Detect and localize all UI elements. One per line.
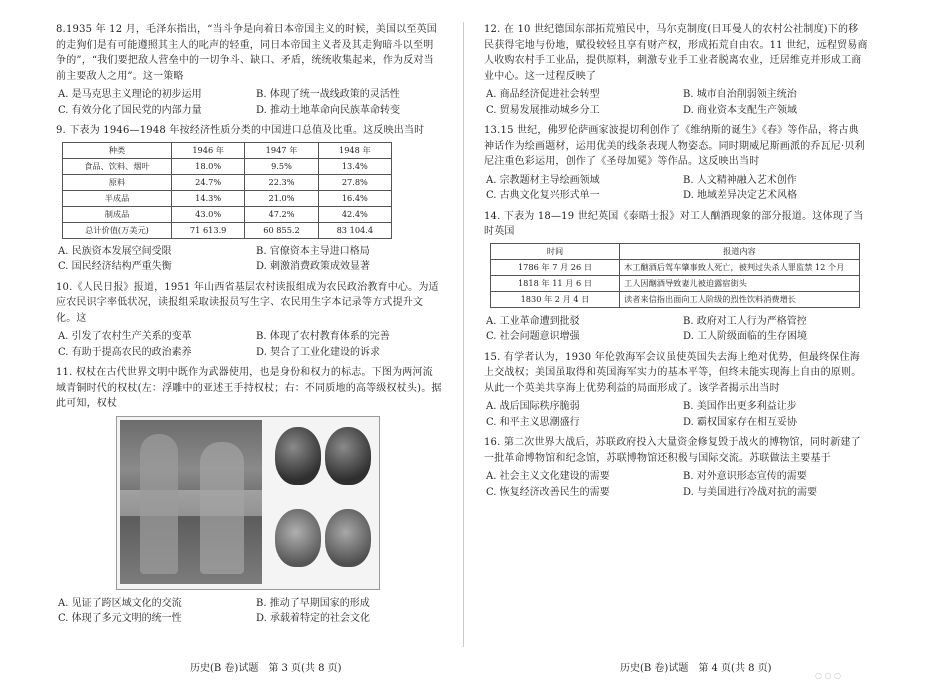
table-header-row — [63, 142, 392, 158]
mace-head-image — [325, 427, 371, 485]
option-b[interactable]: B. 官僚资本主导进口格局 — [256, 245, 370, 257]
option-a[interactable]: A. 工业革命遭到批驳 — [486, 315, 580, 327]
table-header-cell: 时间 — [491, 243, 620, 259]
option-b[interactable]: B. 城市自治削弱领主统治 — [683, 89, 797, 100]
question-8-options — [56, 87, 442, 118]
question-9-options — [56, 244, 442, 275]
question-8-stem: 8.1935 年 12 月，毛泽东指出，“当斗争是向着日本帝国主义的时候，美国以至英国的走狗们是有可能遵照其主人的叱声的轻重，同日本帝国主义者及其走狗暗斗以至明争的”，“我们要把敌人营垒中的一切争斗、缺口、矛盾，统统收集起来，作为反对当前主要敌人之用”。这一策略 — [56, 24, 437, 82]
table-cell: 1818 年 11 月 6 日 — [491, 275, 620, 291]
table-cell: 半成品 — [63, 190, 172, 206]
option-c[interactable]: C. 体现了多元文明的统一性 — [58, 613, 182, 624]
question-12 — [484, 22, 868, 118]
question-11 — [56, 365, 442, 627]
table-cell: 读者来信指出面向工人阶级的烈性饮料消费增长 — [620, 291, 860, 307]
table-header-cell: 种类 — [63, 142, 172, 158]
option-c[interactable]: C. 有效分化了国民党的内部力量 — [58, 104, 202, 116]
table-cell: 16.4% — [318, 190, 391, 206]
table-cell: 27.8% — [318, 174, 391, 190]
table-cell: 60 855.2 — [245, 222, 318, 238]
option-a[interactable]: A. 社会主义文化建设的需要 — [486, 471, 610, 482]
table-cell: 24.7% — [172, 174, 245, 190]
option-c[interactable]: C. 恢复经济改善民生的需要 — [486, 486, 610, 498]
option-c[interactable]: C. 和平主义思潮盛行 — [486, 416, 580, 428]
table-cell: 木工酗酒后驾车肇事致人死亡，被判过失杀人罪监禁 12 个月 — [620, 259, 860, 275]
question-15 — [484, 350, 868, 431]
table-header-row — [491, 243, 860, 259]
option-d[interactable]: D. 推动土地革命向民族革命转变 — [256, 104, 401, 116]
table-cell: 22.3% — [245, 174, 318, 190]
watermark-logo: ○ ○ ○ — [815, 671, 842, 680]
option-a[interactable]: A. 是马克思主义理论的初步运用 — [58, 89, 202, 100]
question-11-stem: 11. 权杖在古代世界文明中既作为武器使用，也是身份和权力的标志。下图为两河流域青铜时代的权杖(左：浮雕中的亚述王手持权杖；右：不同质地的高等级权杖头)。据此可知，权杖 — [56, 367, 442, 409]
assyrian-relief-image — [120, 420, 262, 584]
table-cell: 总计价值(万美元) — [63, 222, 172, 238]
table-header-cell: 1948 年 — [318, 142, 391, 158]
option-b[interactable]: B. 人文精神融入艺术创作 — [683, 174, 797, 186]
option-a[interactable]: A. 商品经济促进社会转型 — [486, 89, 600, 100]
question-10 — [56, 280, 442, 361]
question-11-options — [56, 596, 442, 627]
question-16 — [484, 435, 868, 500]
right-page — [484, 22, 868, 505]
option-b[interactable]: B. 政府对工人行为严格管控 — [683, 315, 807, 327]
question-9-stem: 9. 下表为 1946—1948 年按经济性质分类的中国进口总值及比重。这反映出当时 — [56, 125, 425, 136]
table-row — [63, 158, 392, 174]
table-row — [63, 174, 392, 190]
question-14-stem: 14. 下表为 18—19 世纪英国《泰晤士报》对工人酗酒现象的部分报道。这体现了当时英国 — [484, 210, 864, 237]
option-d[interactable]: D. 霸权国家存在相互妥协 — [683, 416, 798, 428]
question-10-stem: 10.《人民日报》报道，1951 年山西省基层农村读报组成为农民政治教育中心。为适应农民识字率低状况，读报组采取读报员写生字、农民用生字本记录等方式提升文化。这 — [56, 281, 439, 324]
table-cell: 原料 — [63, 174, 172, 190]
table-cell: 食品、饮料、烟叶 — [63, 158, 172, 174]
import-value-table — [62, 142, 392, 239]
scepter-figure — [116, 416, 380, 590]
table-cell: 83 104.4 — [318, 222, 391, 238]
option-b[interactable]: B. 体现了统一战线政策的灵活性 — [256, 89, 400, 100]
question-12-stem: 12. 在 10 世纪德国东部拓荒殖民中，马尔克制度(日耳曼人的农村公社制度)下的移民获得宅地与份地，赋役较轻且享有财产权，形成拓荒自由农。11 世纪，远程贸易商人收购农村手工业品，提供原料，刺激专业手工业者脱离农业，迁居维克并形成工商业中心。这一过程反映了 — [484, 24, 868, 82]
option-d[interactable]: D. 契合了工业化建设的诉求 — [256, 346, 381, 358]
option-c[interactable]: C. 国民经济结构严重失衡 — [58, 261, 172, 272]
option-a[interactable]: A. 民族资本发展空间受限 — [58, 245, 172, 257]
mace-head-image — [275, 427, 321, 485]
option-b[interactable]: B. 体现了农村教育体系的完善 — [256, 331, 390, 342]
option-a[interactable]: A. 引发了农村生产关系的变革 — [58, 331, 192, 342]
table-cell: 18.0% — [172, 158, 245, 174]
option-b[interactable]: B. 推动了早期国家的形成 — [256, 597, 370, 609]
table-row — [63, 190, 392, 206]
page-footer-right: 历史(B 卷)试题 第 4 页(共 8 页) — [620, 663, 772, 674]
option-a[interactable]: A. 宗教题材主导绘画领域 — [486, 174, 600, 186]
table-header-cell: 报道内容 — [620, 243, 860, 259]
question-16-options — [484, 469, 868, 500]
mace-head-image — [325, 509, 371, 567]
table-header-cell: 1946 年 — [172, 142, 245, 158]
table-cell: 13.4% — [318, 158, 391, 174]
option-c[interactable]: C. 有助于提高农民的政治素养 — [58, 346, 192, 358]
question-13 — [484, 123, 868, 204]
option-b[interactable]: B. 美国作出更多利益让步 — [683, 401, 797, 412]
question-15-options — [484, 399, 868, 430]
option-b[interactable]: B. 对外意识形态宣传的需要 — [683, 471, 807, 482]
question-13-options — [484, 173, 868, 204]
table-cell: 47.2% — [245, 206, 318, 222]
table-cell: 14.3% — [172, 190, 245, 206]
left-page — [56, 22, 442, 632]
question-12-options — [484, 87, 868, 118]
table-header-cell: 1947 年 — [245, 142, 318, 158]
question-9 — [56, 123, 442, 275]
table-row — [491, 259, 860, 275]
table-row — [63, 222, 392, 238]
option-c[interactable]: C. 古典文化复兴形式单一 — [486, 190, 600, 201]
option-d[interactable]: D. 商业资本支配生产领域 — [683, 104, 798, 116]
table-cell: 21.0% — [245, 190, 318, 206]
option-c[interactable]: C. 社会问题意识增强 — [486, 331, 580, 342]
question-15-stem: 15. 有学者认为，1930 年伦敦海军会议虽使英国失去海上绝对优势，但最终保住海上交战权；美国虽取得和英国海军实力的基本平等，但终未能实现海上自由的原则。从此一个英美共享海上优势利益的局面形成了。该学者揭示出当时 — [484, 351, 862, 394]
table-cell: 71 613.9 — [172, 222, 245, 238]
table-cell: 1830 年 2 月 4 日 — [491, 291, 620, 307]
page-divider — [463, 22, 464, 647]
question-10-options — [56, 329, 442, 360]
table-cell: 42.4% — [318, 206, 391, 222]
table-row — [491, 291, 860, 307]
option-a[interactable]: A. 战后国际秩序脆弱 — [486, 401, 580, 412]
table-row — [63, 206, 392, 222]
question-8 — [56, 22, 442, 118]
mace-head-image — [275, 509, 321, 567]
page-footer-left: 历史(B 卷)试题 第 3 页(共 8 页) — [190, 663, 342, 674]
table-cell: 9.5% — [245, 158, 318, 174]
option-c[interactable]: C. 贸易发展推动城乡分工 — [486, 104, 600, 116]
times-report-table — [490, 243, 860, 308]
question-14 — [484, 209, 868, 345]
question-14-options — [484, 314, 868, 345]
option-d[interactable]: D. 与美国进行冷战对抗的需要 — [683, 486, 818, 498]
table-cell: 1786 年 7 月 26 日 — [491, 259, 620, 275]
table-cell: 工人因酗酒导致妻儿被迫露宿街头 — [620, 275, 860, 291]
table-cell: 制成品 — [63, 206, 172, 222]
table-row — [491, 275, 860, 291]
option-d[interactable]: D. 工人阶级面临的生存困境 — [683, 331, 808, 342]
option-d[interactable]: D. 承载着特定的社会文化 — [256, 613, 371, 624]
question-13-stem: 13.15 世纪，佛罗伦萨画家波提切利创作了《维纳斯的诞生》《春》等作品，将古典神话作为绘画题材，运用优美的线条表现人物姿态。同时期威尼斯画派的乔瓦尼·贝利尼注重色彩运用，创作了《圣母加冕》等作品。这反映出当时 — [484, 125, 865, 167]
option-d[interactable]: D. 地域差异决定艺术风格 — [683, 190, 798, 201]
option-a[interactable]: A. 见证了跨区域文化的交流 — [58, 597, 182, 609]
option-d[interactable]: D. 刺激消费政策成效显著 — [256, 261, 371, 272]
table-cell: 43.0% — [172, 206, 245, 222]
question-16-stem: 16. 第二次世界大战后，苏联政府投入大量资金修复毁于战火的博物馆，同时新建了一批革命博物馆和纪念馆，苏联博物馆还积极与国际交流。苏联做法主要基于 — [484, 437, 861, 464]
